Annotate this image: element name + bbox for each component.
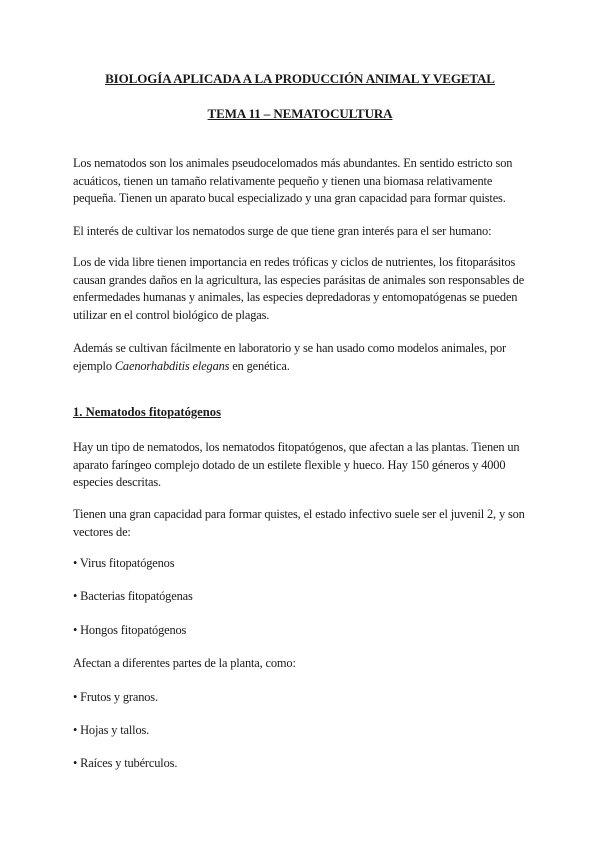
intro-paragraph-3: Los de vida libre tienen importancia en redes tróficas y ciclos de nutrientes, los fitoparásitos causan grandes daños en la agricultura, las especies parásitas de animales son responsables de enfermedades humanas y animales, las especies depredadoras y entomopatógenas se pueden utilizar en el control biológico de plagas.: [73, 255, 525, 322]
intro-paragraph-2: El interés de cultivar los nematodos surge de que tiene gran interés para el ser humano:: [73, 224, 492, 238]
section-1-heading: 1. Nematodos fitopatógenos: [73, 405, 221, 419]
list-item: • Virus fitopatógenos: [73, 556, 175, 570]
intro-paragraph-4-text-a: Además se cultivan fácilmente en laboratorio y se han usado como modelos animales, por ejemplo: [73, 341, 507, 373]
section-1-paragraph-2: Tienen una gran capacidad para formar quistes, el estado infectivo suele ser el juvenil 2, y son vectores de:: [73, 507, 525, 539]
section-1-paragraph-3: Afectan a diferentes partes de la planta, como:: [73, 656, 296, 670]
list-item: • Frutos y granos.: [73, 690, 158, 704]
list-item: • Hongos fitopatógenos: [73, 623, 187, 637]
list-item: • Hojas y tallos.: [73, 723, 150, 737]
course-title: BIOLOGÍA APLICADA A LA PRODUCCIÓN ANIMAL Y VEGETAL: [105, 71, 495, 86]
topic-title: TEMA 11 – NEMATOCULTURA: [207, 106, 393, 121]
list-item: • Bacterias fitopatógenas: [73, 589, 193, 603]
section-1-paragraph-1: Hay un tipo de nematodos, los nematodos fitopatógenos, que afectan a las plantas. Tienen un aparato faríngeo complejo dotado de un estilete flexible y hueco. Hay 150 géneros y 4000 especies descritas.: [73, 440, 520, 489]
species-name: Caenorhabditis elegans: [114, 358, 230, 373]
intro-paragraph-4: [73, 340, 528, 375]
intro-paragraph-4-text-b: en genética.: [229, 358, 290, 373]
intro-paragraph-1: Los nematodos son los animales pseudocelomados más abundantes. En sentido estricto son acuáticos, tienen un tamaño relativamente pequeño y tienen una biomasa relativamente pequeña. Tienen un aparato bucal especializado y una gran capacidad para formar quistes.: [73, 156, 513, 205]
list-item: • Raíces y tubérculos.: [73, 756, 178, 770]
